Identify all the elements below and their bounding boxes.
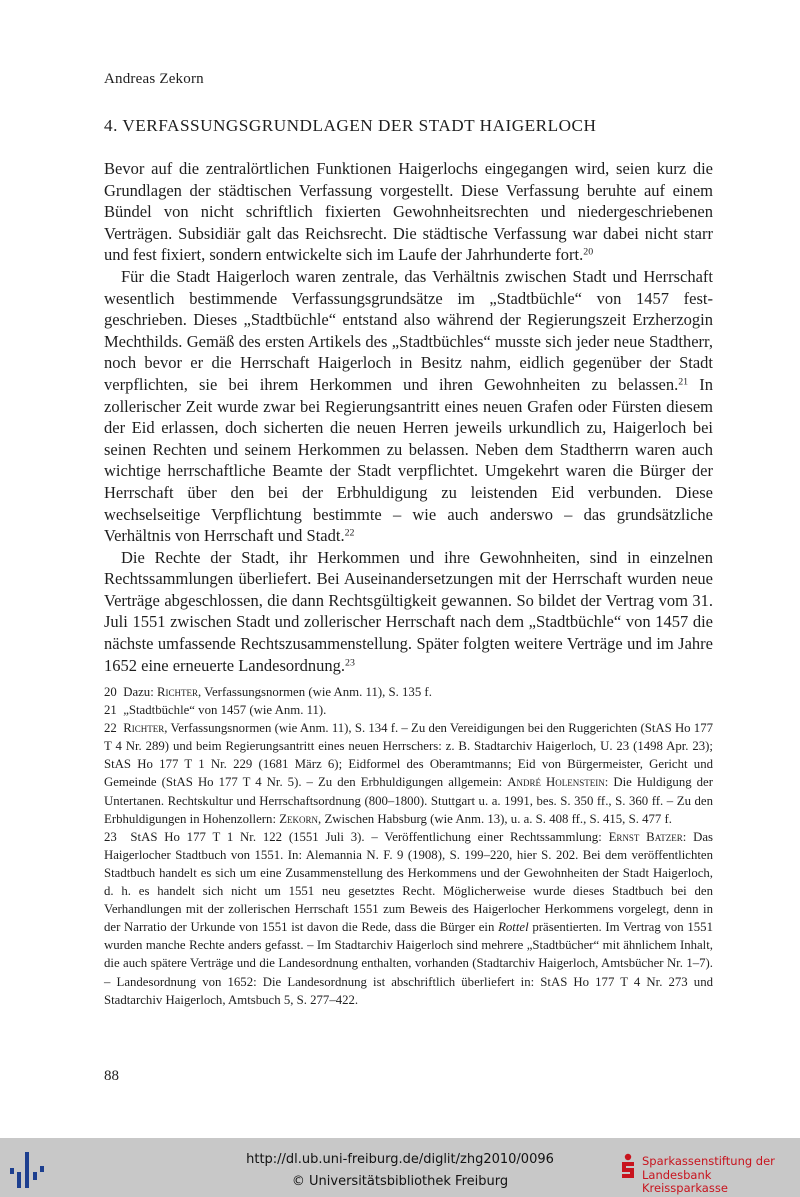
sponsor-line-2: Landesbank Kreissparkasse <box>642 1167 728 1195</box>
footnote-20 <box>104 683 713 701</box>
footnotes <box>104 683 713 1009</box>
paragraph-text: Bevor auf die zentralörtlichen Funktionen Haigerlochs eingegangen wird, seien kurz die Grundlagen der städtischen Verfassung vorgestellt. Diese Verfassung beruhte auf einem Bündel von nicht schriftlich fixierten Gewohnheitsrechten und niedergeschriebenen Verträgen. Subsidiär galt das Reichsrecht. Die städtische Verfassung war dabei nicht starr und fest fixiert, sondern entwickelte sich im Laufe der Jahrhunderte fort. <box>104 159 713 265</box>
footnote-text: präsentierten. Im Vertrag von 1551 wurden manche Rechte anders gefasst. – Im Stadtarchiv Haigerloch sind mehrere „Stadtbücher“ mit ähnlichem Inhalt, die auch spätere Verträge und die Landesordnung enthalten, vorhanden (Stadtarchiv Haigerloch, Amtsbücher Nr. 1–7). – Landesordnung von 1652: Die Landesordnung ist abschriftlich überliefert in: StAS Ho 177 T 4 Nr. 273 und Stadtarchiv Haigerloch, Amtsbuch 5, S. 277–422. <box>104 920 713 1007</box>
paragraph-text: Für die Stadt Haigerloch waren zentrale, das Verhältnis zwischen Stadt und Herrschaft wesentlich bestimmende Verfassungsgrundsätze im „Stadtbüchle“ von 1457 festgeschrieben. Dieses „Stadtbüchle“ entstand also während der Regierungszeit Erzherzogin Mechthilds. Gemäß des ersten Artikels des „Stadtbüchles“ musste sich jeder neue Stadtherr, noch bevor er die Herrschaft Haigerloch in Besitz nahm, eidlich gegenüber der Stadt verpflichten, sie bei ihrem Herkommen und ihren Gewohnheiten zu belassen. <box>104 266 713 394</box>
footer-bar <box>0 1138 800 1197</box>
footnote-text: Dazu: <box>123 685 157 699</box>
footnote-22 <box>104 719 713 828</box>
footnote-number: 20 <box>104 685 117 699</box>
section-title: 4. VERFASSUNGSGRUNDLAGEN DER STADT HAIGERLOCH <box>104 116 597 135</box>
footnote-text: : Das Haigerlocher Stadtbuch von 1551. In: Alemannia N. F. 9 (1908), S. 199–220, hier S. 202. Bei dem veröffentlichten Stadtbuch handelt es sich um eine Zusammenstellung des Herkommens und der Gewohnheiten der Stadt Haigerloch, d. h. es handelt sich nicht um 1551 neu gesetztes Recht. Möglicherweise wurde dieses Stadtbuch bei den Verhandlungen mit der zollerischen Herrschaft 1551 zum Beweis des Haigerlocher Herkommens vorgelegt, denn in der Narratio der Urkunde von 1551 ist davon die Rede, dass die Bürger ein <box>104 829 713 935</box>
author-name: Richter <box>123 721 165 736</box>
author-name: Richter <box>156 685 199 699</box>
body-text <box>104 158 713 676</box>
footnote-ref-20[interactable]: 20 <box>583 246 594 258</box>
footnote-ref-23[interactable]: 23 <box>345 657 355 669</box>
body-paragraph-3 <box>104 547 713 677</box>
author-name: André Holenstein <box>507 775 605 790</box>
footnote-text: , Verfassungsnormen (wie Anm. 11), S. 135 f. <box>198 685 432 699</box>
author-name: Zekorn <box>279 811 319 826</box>
footnote-number: 21 <box>104 703 117 718</box>
running-head: Andreas Zekorn <box>104 71 204 87</box>
footnote-ref-21[interactable]: 21 <box>678 376 689 388</box>
footer-copyright: © Universitätsbibliothek Freiburg <box>291 1174 509 1189</box>
paragraph-text: In zollerischer Zeit wurde zwar bei Regierungsantritt eines neuen Grafen oder Fürsten diesem der Eid erlassen, doch sicherten die neuen Herren jeweils urkundlich zu, Haigerloch bei seinen Rechten und seinem Herkommen zu belassen. Neben dem Stadtherrn waren auch wichtige herrschaftliche Beamte der Stadt verpflichtet. Umgekehrt waren die Bürger der Herrschaft über den bei der Erbhuldigung zu leistenden Eid verbunden. Diese wechselseitige Verpflichtung bestimmte – wie auch anderswo – das grundsätzliche Verhältnis von Herrschaft und Stadt. <box>104 374 713 546</box>
footnote-23 <box>104 828 713 1009</box>
sponsor-text[interactable] <box>642 1155 800 1196</box>
page-number: 88 <box>104 1068 119 1084</box>
author-name: Ernst Batzer <box>608 829 683 844</box>
body-paragraph-1 <box>104 158 713 266</box>
paragraph-text: Die Rechte der Stadt, ihr Herkommen und ihre Gewohnheiten, sind in einzelnen Rechtssammlungen überliefert. Bei Auseinandersetzungen mit der Herrschaft wurden neue Verträge abgeschlossen, die dann Rechtsgültigkeit gewannen. So bildet der Vertrag vom 31. Juli 1551 zwischen Stadt und zollerischer Herrschaft nach dem „Stadtbüchle“ von 1457 die nächste umfassende Rechtszusammenstellung. Später folgten weitere Verträge und im Jahre 1652 eine erneuerte Landesordnung. <box>104 547 713 675</box>
footnote-text: : Die Huldigung der Untertanen. Rechtskultur und Herrschaftsordnung (800–1800). Stuttgart u. a. 1991, bes. S. 350 ff., S. 360 ff. – Zu den Erbhuldigungen in Hohenzollern: <box>104 775 713 826</box>
footnote-text: StAS Ho 177 T 1 Nr. 122 (1551 Juli 3). – Veröffentlichung einer Rechtssammlung: <box>130 829 609 844</box>
ub-freiburg-logo-icon[interactable] <box>7 1148 47 1190</box>
sparkasse-s-icon[interactable] <box>619 1153 637 1181</box>
footnote-ref-22[interactable]: 22 <box>344 527 355 539</box>
footnote-21 <box>104 701 713 719</box>
body-paragraph-2 <box>104 266 713 547</box>
footer-url-link[interactable]: http://dl.ub.uni-freiburg.de/diglit/zhg2010/0096 <box>246 1152 554 1167</box>
footnote-number: 22 <box>104 721 117 736</box>
footnote-text: , Verfassungsnormen (wie Anm. 11), S. 134 f. – Zu den Vereidigungen bei den Ruggerichten (StAS Ho 177 T 4 Nr. 289) und beim Regierungsantritt eines neuen Herrschers: z. B. Stadtarchiv Haigerloch, U. 23 (1498 Apr. 23); StAS Ho 177 T 1 Nr. 229 (1681 März 6); Eidformel des Oberamtmanns; Eid von Bürgermeister, Gericht und Gemeinde (StAS Ho 177 T 4 Nr. 5). – Zu den Erbhuldigungen allgemein: <box>104 721 713 790</box>
italic-term: Rottel <box>498 920 529 935</box>
footnote-number: 23 <box>104 829 117 844</box>
sponsor-line-1: Sparkassenstiftung der <box>642 1154 775 1168</box>
footnote-text: , Zwischen Habsburg (wie Anm. 13), u. a. S. 408 ff., S. 415, S. 477 f. <box>318 811 672 826</box>
footnote-text: „Stadtbüchle“ von 1457 (wie Anm. 11). <box>123 703 327 718</box>
